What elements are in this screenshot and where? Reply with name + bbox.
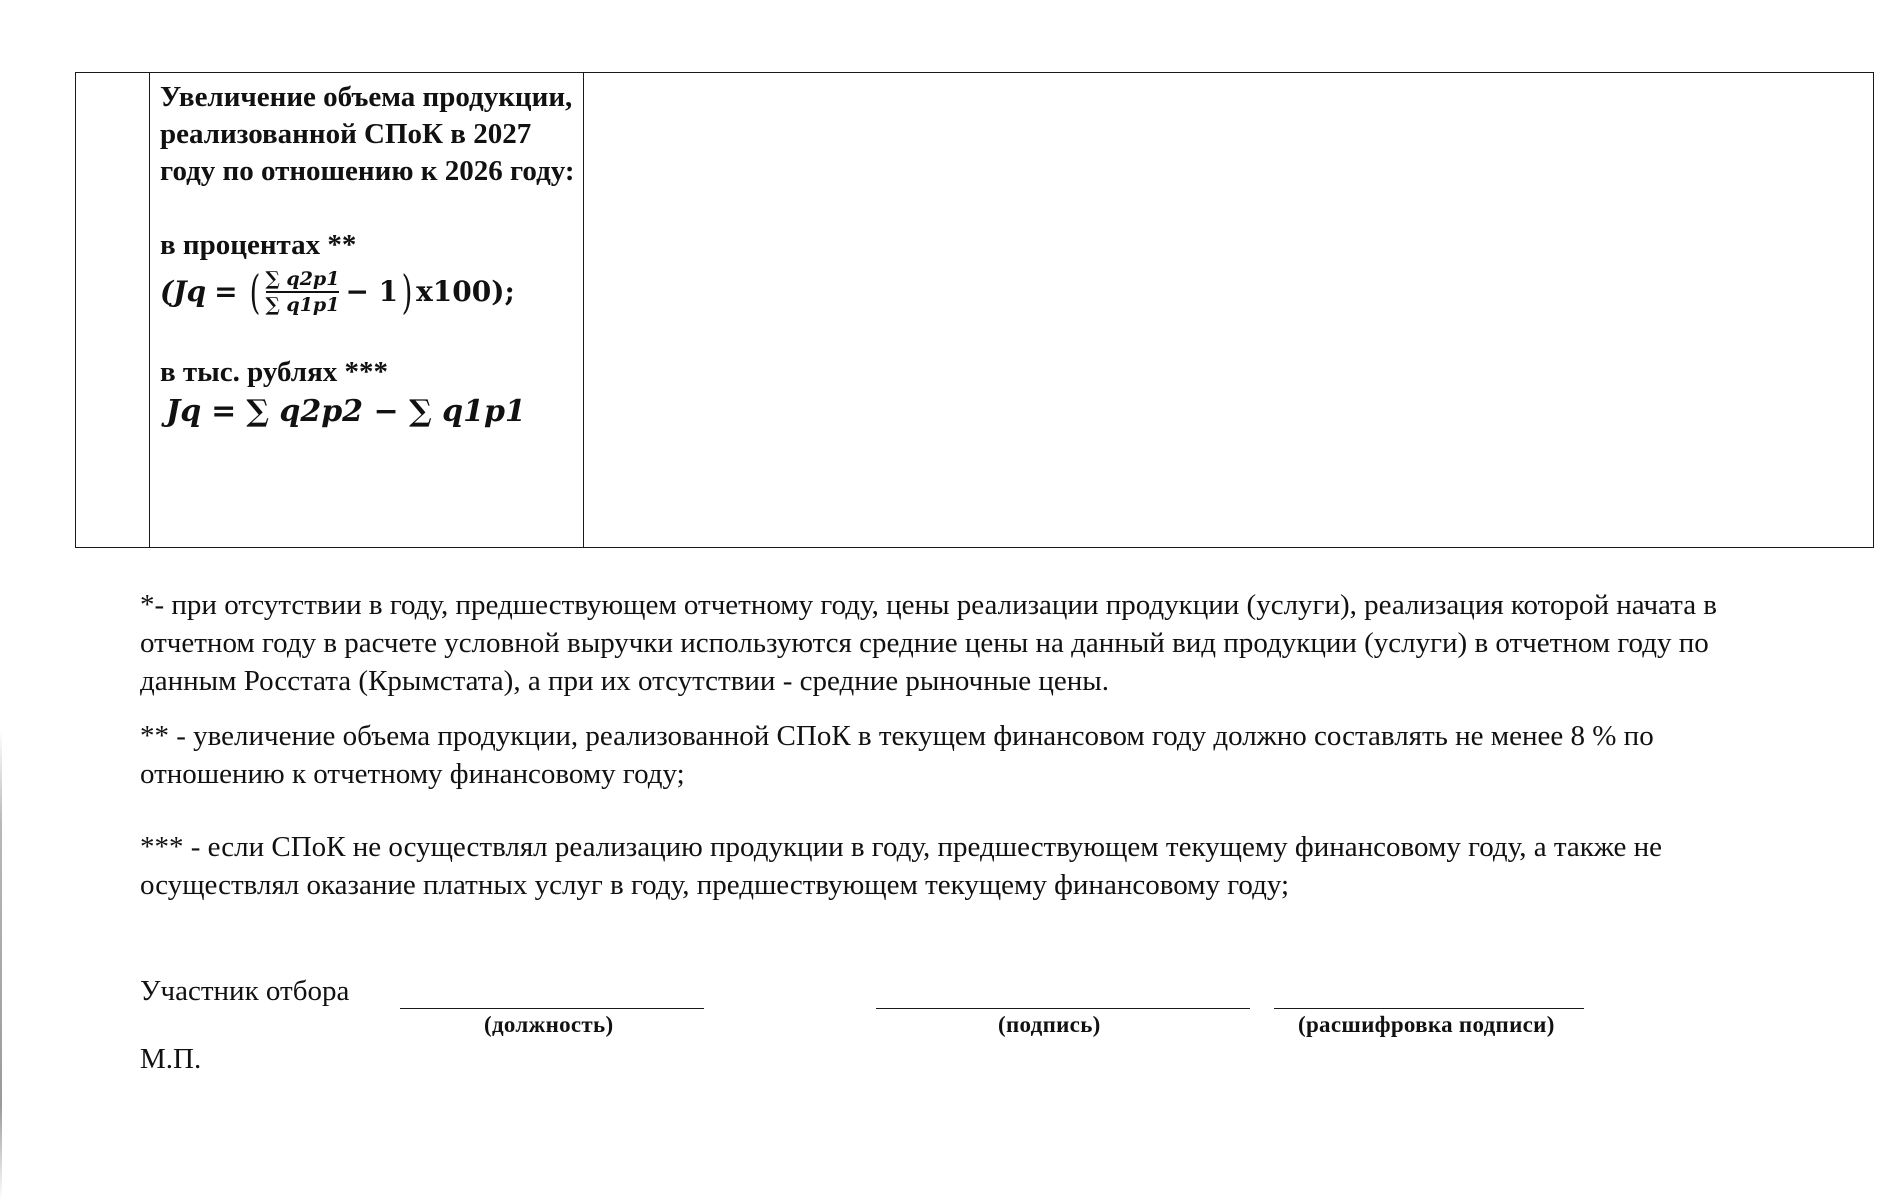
rubles-label: в тыс. рублях *** <box>160 356 389 388</box>
stamp-label: М.П. <box>140 1043 202 1075</box>
formula-fraction <box>266 268 340 316</box>
row-number-cell <box>76 73 150 548</box>
formula-equals: = <box>211 394 237 429</box>
decoding-caption: (расшифровка подписи) <box>1298 1012 1555 1037</box>
footnote-1: *- при отсутствии в году, предшествующем отчетному году, цены реализации продукции (услуги), реализация которой начата в отчетном году в расчете условной выручки используются средние цены на данный вид продукции (услуги) в отчетном году по данным Росстата (Крымстата), а при их отсутствии - средние рыночные цены. <box>140 589 1718 697</box>
formula-minus-one: − 1 <box>345 275 399 308</box>
fraction-bar <box>266 291 340 293</box>
scan-edge-shadow <box>0 730 2 1200</box>
formula-tail: х100); <box>416 275 515 308</box>
open-paren-glyph: ( <box>249 265 260 319</box>
fraction-numerator: ∑ q2p1 <box>265 268 340 290</box>
table-row <box>76 73 1874 548</box>
footnote-3: *** - если СПоК не осуществлял реализацию продукции в году, предшествующем текущему финансовому году, а также не осуществлял оказание платных услуг в году, предшествующем текущему финансовому году; <box>140 831 1663 901</box>
signature-caption: (подпись) <box>998 1012 1101 1037</box>
value-cell <box>584 73 1874 548</box>
rubles-formula <box>160 395 575 429</box>
decoding-line <box>1274 1008 1584 1009</box>
criteria-table <box>75 72 1874 548</box>
formula-lhs: Jq <box>166 394 202 429</box>
formula-equals: = <box>214 275 238 308</box>
close-paren-glyph: ) <box>401 265 413 319</box>
percent-formula <box>160 265 575 319</box>
footnote-2: ** - увеличение объема продукции, реализованной СПоК в текущем финансовом году должно составлять не менее 8 % по отношению к отчетному финансовому году; <box>140 720 1654 790</box>
signature-line <box>876 1008 1250 1009</box>
criterion-title: Увеличение объема продукции, реализованной СПоК в 2027 году по отношению к 2026 году: <box>160 81 575 187</box>
participant-label: Участник отбора <box>140 975 350 1007</box>
criterion-cell <box>150 73 584 548</box>
percent-label: в процентах ** <box>160 229 357 261</box>
position-caption: (должность) <box>484 1012 614 1037</box>
position-line <box>400 1008 704 1009</box>
formula-expression: ∑ q2p2 − ∑ q1p1 <box>246 394 526 429</box>
fraction-denominator: ∑ q1p1 <box>265 294 340 316</box>
formula-lhs: (Jq <box>160 275 207 308</box>
